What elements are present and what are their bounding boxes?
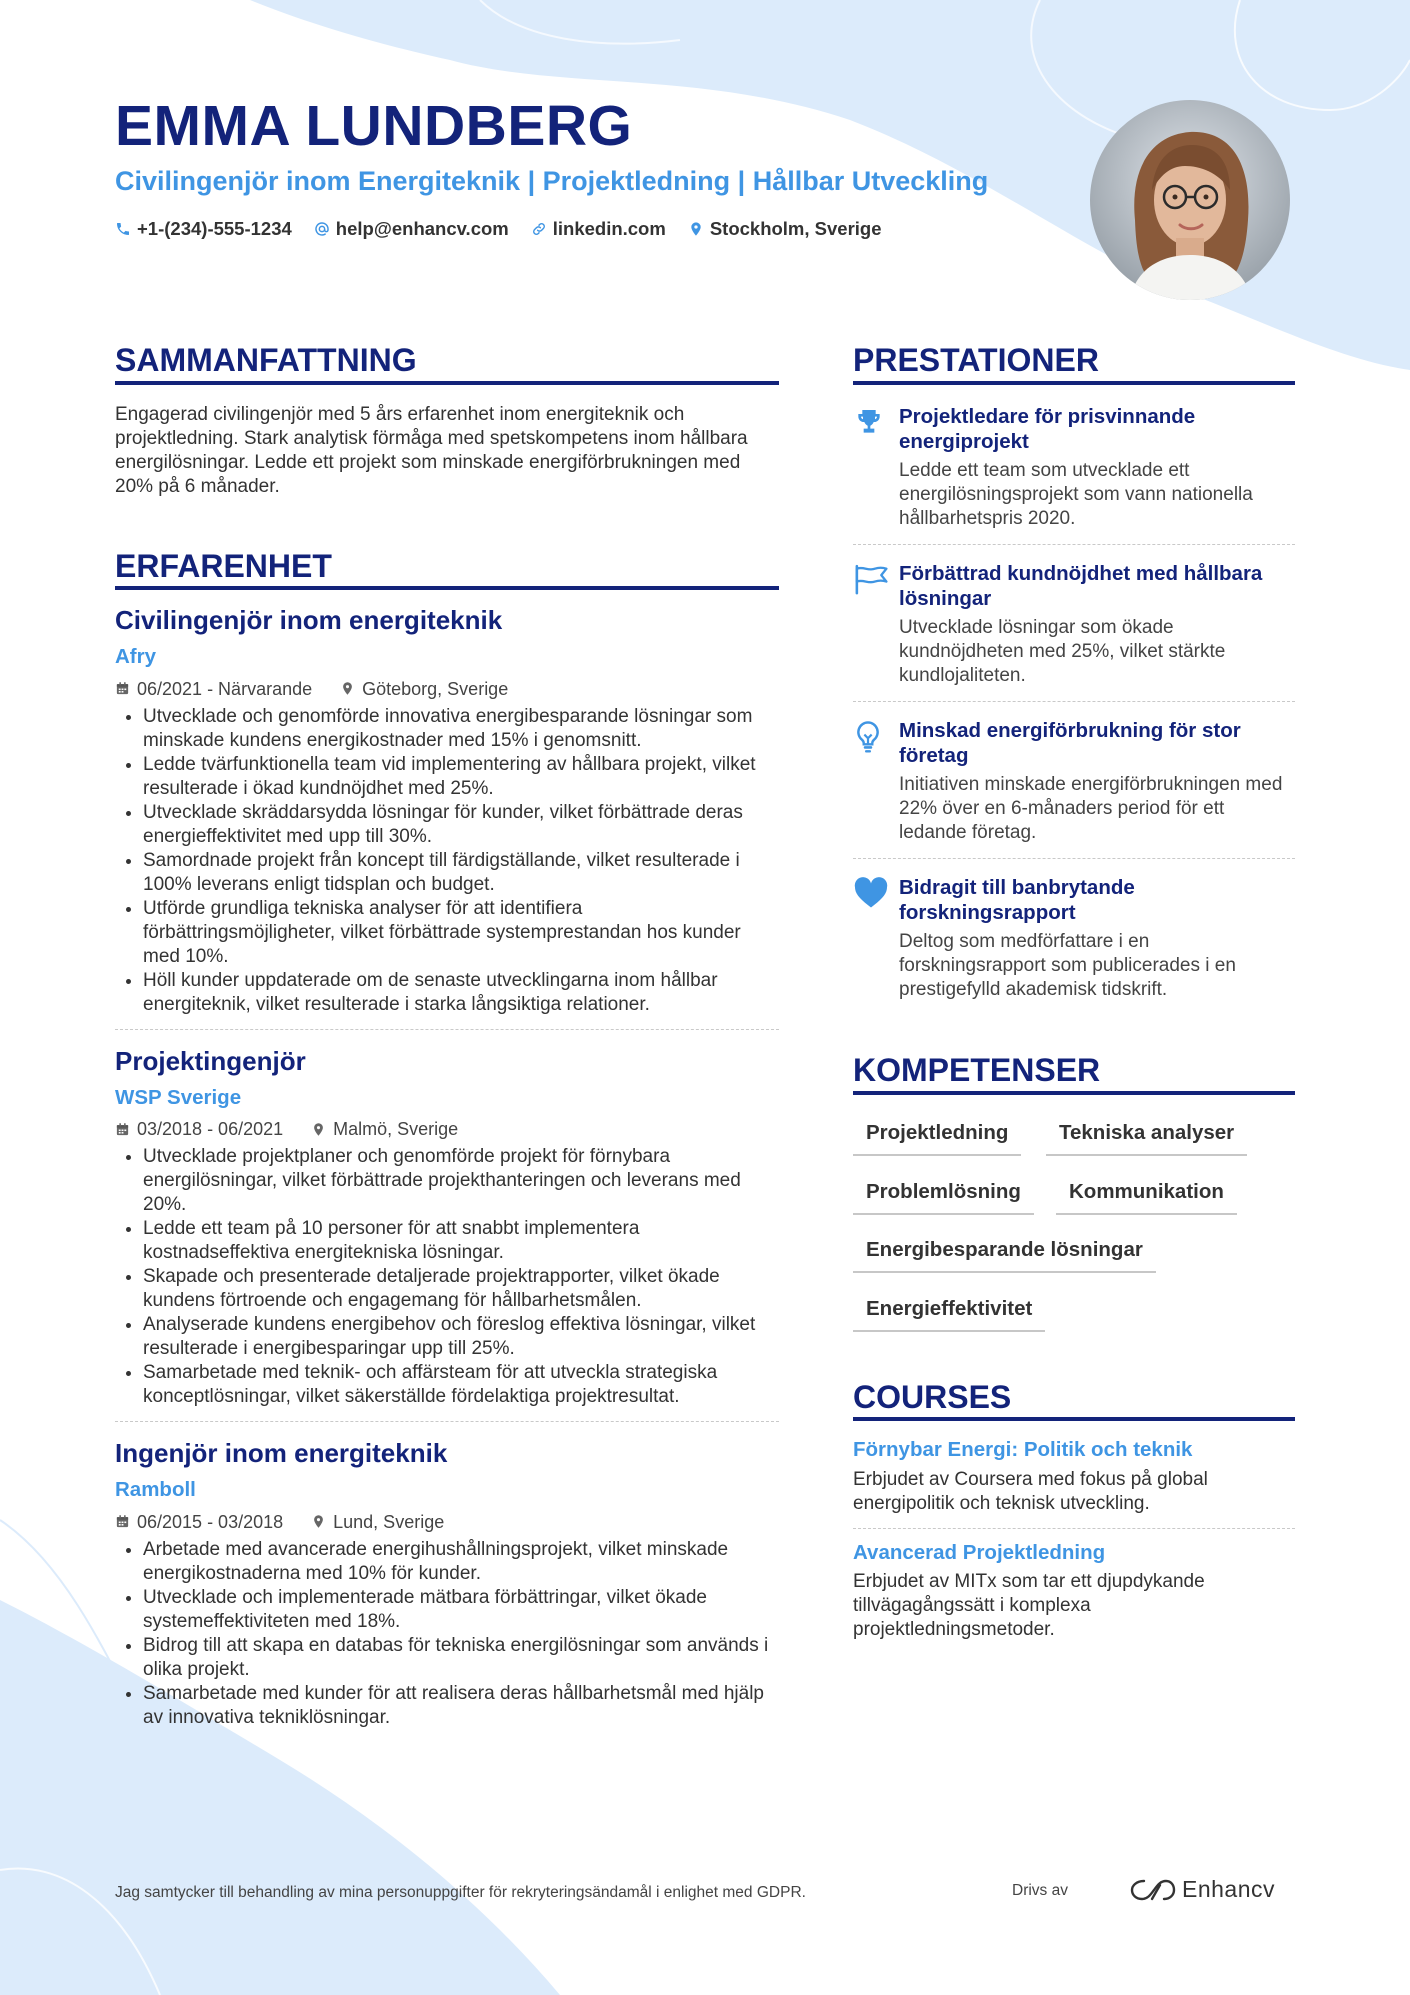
job-bullet: • Samarbetade med teknik- och affärsteam för att utveckla strategiska konceptlösningar, vilket säkerställde fördelaktiga projektresultat. (143, 1361, 779, 1409)
achievement-item (853, 718, 1295, 845)
achievement-item (853, 404, 1295, 531)
course-item (853, 1540, 1295, 1643)
job-bullets (115, 1538, 779, 1730)
job-company: Afry (115, 645, 157, 668)
candidate-subtitle: Civilingenjör inom Energiteknik | Projektledning | Hållbar Utveckling (115, 166, 989, 196)
job-title: Civilingenjör inom energiteknik (115, 605, 503, 635)
job-bullet: • Arbetade med avancerade energihushållningsprojekt, vilket minskade energikostnaderna med 10% för kunder. (143, 1538, 779, 1586)
trophy-icon (853, 404, 899, 531)
job-dates (115, 1120, 283, 1138)
lightbulb-icon (853, 718, 899, 845)
job-bullet: • Ledde tvärfunktionella team vid implementering av hållbara projekt, vilket resulterade i ökad kundnöjdhet med 25%. (143, 753, 779, 801)
linkedin-text: linkedin.com (552, 218, 666, 239)
achievements-list (853, 404, 1295, 1002)
job-meta (115, 1513, 779, 1531)
experience-heading-rule (115, 586, 779, 590)
skill-tag: Projektledning (853, 1123, 1021, 1156)
job-bullets (115, 705, 779, 1017)
job-bullet: • Skapade och presenterade detaljerade projektrapporter, vilket ökade kundens förtroende och engagemang för hållbarhetsmålen. (143, 1265, 779, 1313)
job-title: Projektingenjör (115, 1045, 306, 1076)
contact-linkedin[interactable] (531, 218, 666, 240)
job-entry (115, 1045, 779, 1423)
achievement-description: Ledde ett team som utvecklade ett energilösningsprojekt som vann nationella hållbarhetspris 2020. (899, 460, 1253, 529)
phone-text: +1-(234)-555-1234 (137, 218, 292, 239)
job-location (340, 680, 508, 698)
skill-tag: Kommunikation (1056, 1182, 1237, 1215)
job-bullet: • Ledde ett team på 10 personer för att snabbt implementera kostnadseffektiva energitekniska lösningar. (143, 1217, 779, 1265)
job-meta (115, 1120, 779, 1138)
course-divider (853, 1528, 1295, 1529)
skill-tag: Problemlösning (853, 1182, 1034, 1215)
summary-heading: SAMMANFATTNING (115, 342, 417, 378)
job-dates-text: 06/2015 - 03/2018 (137, 1511, 284, 1532)
course-item (853, 1440, 1295, 1516)
achievement-description: Initiativen minskade energiförbrukningen med 22% över en 6-månaders period för ett ledande företag. (899, 774, 1283, 843)
job-bullets (115, 1145, 779, 1409)
job-company: WSP Sverige (115, 1085, 242, 1109)
achievement-title: Minskad energiförbrukning för stor företag (899, 719, 1241, 767)
experience-heading: ERFARENHET (115, 548, 332, 584)
location-pin-icon (311, 1122, 326, 1137)
course-title: Förnybar Energi: Politik och teknik (853, 1438, 1193, 1461)
courses-heading-rule (853, 1417, 1295, 1421)
contact-phone[interactable] (115, 218, 292, 240)
job-entry (115, 1440, 779, 1730)
candidate-name: EMMA LUNDBERG (115, 94, 633, 158)
achievement-description: Utvecklade lösningar som ökade kundnöjdheten med 25%, vilket stärkte kundlojaliteten. (899, 617, 1226, 686)
job-bullet: • Samarbetade med kunder för att realisera deras hållbarhetsmål med hjälp av innovativa tekniklösningar. (143, 1682, 779, 1730)
job-company: Ramboll (115, 1478, 196, 1501)
job-bullet: • Samordnade projekt från koncept till färdigställande, vilket resulterade i 100% leverans enligt tidsplan och budget. (143, 849, 779, 897)
profile-photo (1090, 100, 1290, 300)
achievement-item (853, 561, 1295, 688)
job-bullet: • Bidrog till att skapa en databas för tekniska energilösningar som används i olika projekt. (143, 1634, 779, 1682)
course-title: Avancerad Projektledning (853, 1540, 1106, 1564)
job-divider (115, 1421, 779, 1422)
job-location (311, 1120, 458, 1138)
location-pin-icon (311, 1514, 326, 1529)
job-bullet: • Utvecklade projektplaner och genomförde projekt för förnybara energilösningar, vilket förbättrade projekthanteringen och leverans med 20%. (143, 1145, 779, 1217)
courses-list (853, 1440, 1295, 1642)
summary-heading-rule (115, 381, 779, 385)
location-text: Stockholm, Sverige (709, 218, 882, 239)
experience-list (115, 607, 779, 1730)
job-dates (115, 680, 312, 698)
email-text: help@enhancv.com (335, 218, 509, 239)
job-dates-text: 06/2021 - Närvarande (137, 678, 313, 699)
summary-text: Engagerad civilingenjör med 5 års erfarenhet inom energiteknik och projektledning. Stark analytisk förmåga med spetskompetens inom hållbara energilösningar. Ledde ett projekt som minskade energiförbrukningen med 20% på 6 månader. (115, 404, 748, 497)
job-bullet: • Utvecklade skräddarsydda lösningar för kunder, vilket förbättrade deras energieffektivitet med upp till 30%. (143, 801, 779, 849)
job-location-text: Göteborg, Sverige (362, 678, 509, 699)
contact-email[interactable] (314, 218, 509, 240)
calendar-icon (115, 681, 130, 696)
skill-tag: Energieffektivitet (853, 1299, 1045, 1332)
achievement-title: Bidragit till banbrytande forskningsrapport (899, 876, 1135, 924)
job-bullet: • Utvecklade och genomförde innovativa energibesparande lösningar som minskade kundens energikostnader med 15% i genomsnitt. (143, 705, 779, 753)
job-divider (115, 1029, 779, 1030)
enhancv-logo-icon (1130, 1877, 1176, 1903)
at-icon (314, 221, 330, 237)
skills-heading-rule (853, 1091, 1295, 1095)
achievement-title: Förbättrad kundnöjdhet med hållbara lösningar (899, 562, 1263, 610)
achievements-heading-rule (853, 381, 1295, 385)
enhancv-logo-text: Enhancv (1182, 1876, 1276, 1902)
job-dates (115, 1513, 283, 1531)
job-bullet: • Analyserade kundens energibehov och föreslog effektiva lösningar, vilket resulterade i energibesparingar upp till 25%. (143, 1313, 779, 1361)
job-entry (115, 607, 779, 1030)
skills-heading: KOMPETENSER (853, 1052, 1101, 1088)
job-dates-text: 03/2018 - 06/2021 (137, 1119, 284, 1139)
achievement-divider (853, 544, 1295, 545)
achievement-description: Deltog som medförfattare i en forskningsrapport som publicerades i en prestigefylld akademisk tidskrift. (899, 931, 1236, 1000)
skill-tag: Energibesparande lösningar (853, 1240, 1156, 1273)
contact-location (688, 218, 882, 240)
job-location (311, 1513, 444, 1531)
job-bullet: • Utvecklade och implementerade mätbara förbättringar, vilket ökade systemeffektiviteten med 18%. (143, 1586, 779, 1634)
job-title: Ingenjör inom energiteknik (115, 1438, 448, 1468)
job-bullet: • Utförde grundliga tekniska analyser för att identifiera förbättringsmöjligheter, vilket förbättrade systemprestandan hos kunder med 10%. (143, 897, 779, 969)
gdpr-consent: Jag samtycker till behandling av mina personuppgifter för rekryteringsändamål i enlighet med GDPR. (115, 1884, 806, 1901)
phone-icon (115, 221, 131, 237)
course-description: Erbjudet av Coursera med fokus på global energipolitik och teknisk utveckling. (853, 1468, 1208, 1514)
summary-section (115, 403, 779, 499)
location-pin-icon (688, 221, 704, 237)
achievement-divider (853, 858, 1295, 859)
powered-by-label: Drivs av (1012, 1882, 1068, 1899)
link-icon (531, 221, 547, 237)
job-bullet: • Höll kunder uppdaterade om de senaste utvecklingarna inom hållbar energiteknik, vilket resulterade i starka långsiktiga relationer. (143, 969, 779, 1017)
job-meta (115, 680, 779, 698)
achievement-divider (853, 701, 1295, 702)
heart-icon (853, 875, 899, 1002)
achievement-title: Projektledare för prisvinnande energiprojekt (899, 405, 1196, 453)
flag-icon (853, 561, 899, 688)
achievements-heading: PRESTATIONER (853, 342, 1099, 378)
job-location-text: Malmö, Sverige (333, 1119, 459, 1139)
enhancv-logo[interactable] (1130, 1876, 1275, 1903)
courses-heading: COURSES (853, 1379, 1012, 1415)
job-location-text: Lund, Sverige (333, 1511, 445, 1532)
calendar-icon (115, 1514, 130, 1529)
calendar-icon (115, 1122, 130, 1137)
location-pin-icon (340, 681, 355, 696)
skill-tag: Tekniska analyser (1046, 1123, 1247, 1156)
achievement-item (853, 875, 1295, 1002)
course-description: Erbjudet av MITx som tar ett djupdykande tillvägagångssätt i komplexa projektledningsmetoder. (853, 1571, 1205, 1640)
contact-bar (115, 218, 904, 240)
